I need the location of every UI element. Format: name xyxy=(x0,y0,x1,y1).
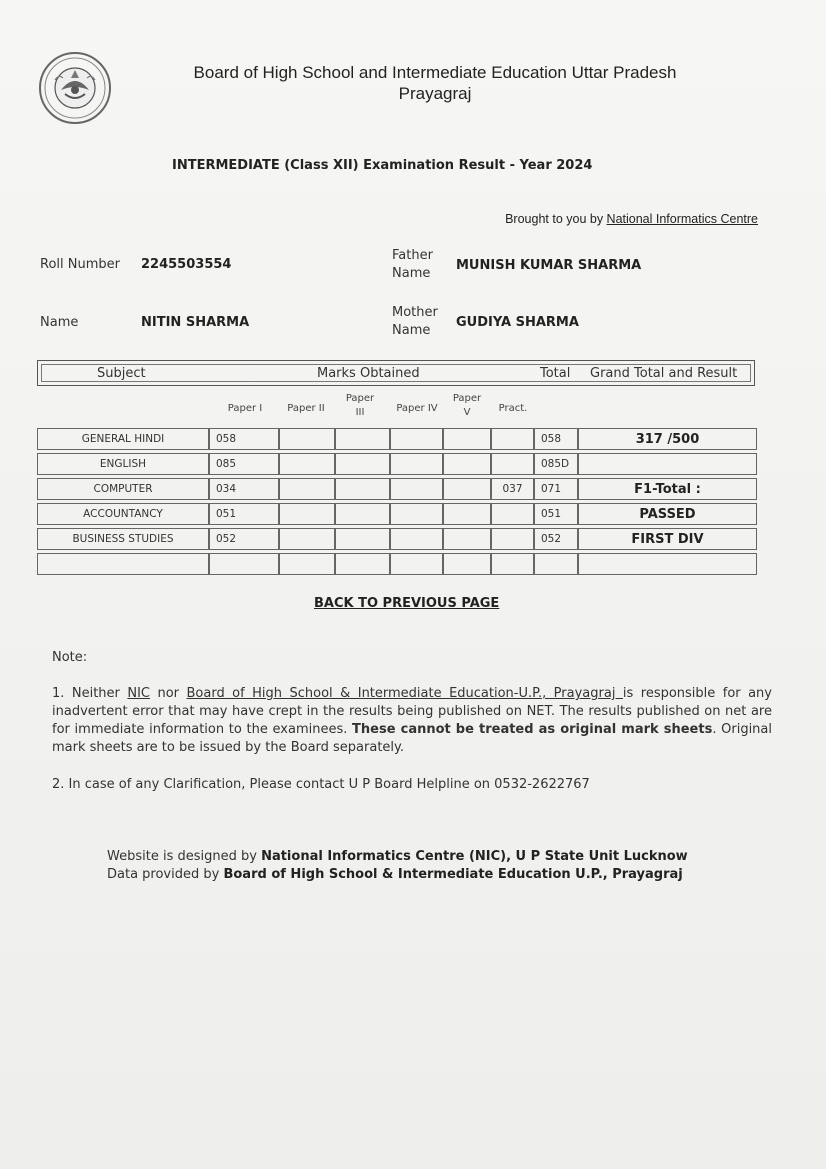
cell-subject: ENGLISH xyxy=(37,453,209,475)
note-1-end: . Original mark sheets are to be issued by the Board separately. xyxy=(52,722,773,755)
cell-practical xyxy=(491,428,534,450)
header-paper-3 xyxy=(337,392,383,420)
note-1 xyxy=(52,685,772,757)
header-paper-5-line1: Paper xyxy=(452,393,482,404)
cell-paper-5 xyxy=(443,478,491,500)
cell-practical xyxy=(491,503,534,525)
cell-paper-1: 058 xyxy=(209,428,279,450)
cell-paper-3 xyxy=(335,478,390,500)
mother-label-line2: Name xyxy=(392,323,431,338)
nic-link[interactable]: National Informatics Centre xyxy=(606,212,758,226)
cell-paper-2 xyxy=(279,453,335,475)
cell-subject: COMPUTER xyxy=(37,478,209,500)
mother-name-label xyxy=(392,304,438,340)
back-to-previous-page-link[interactable]: BACK TO PREVIOUS PAGE xyxy=(314,596,500,611)
header-grand-total: Grand Total and Result xyxy=(590,366,738,381)
cell-paper-4 xyxy=(390,503,443,525)
cell-paper-4 xyxy=(390,478,443,500)
cell-practical xyxy=(491,528,534,550)
cell-practical: 037 xyxy=(491,478,534,500)
header-marks-obtained: Marks Obtained xyxy=(317,366,420,381)
cell-total xyxy=(534,553,578,575)
cell-paper-4 xyxy=(390,553,443,575)
cell-result xyxy=(578,553,757,575)
cell-paper-2 xyxy=(279,528,335,550)
note-1-bold: These cannot be treated as original mark sheets xyxy=(352,722,713,737)
cell-subject: ACCOUNTANCY xyxy=(37,503,209,525)
cell-paper-3 xyxy=(335,553,390,575)
cell-paper-4 xyxy=(390,528,443,550)
cell-paper-1: 052 xyxy=(209,528,279,550)
cell-total: 071 xyxy=(534,478,578,500)
header-paper-5 xyxy=(445,392,489,420)
header-total: Total xyxy=(540,366,571,381)
cell-total: 052 xyxy=(534,528,578,550)
cell-result xyxy=(578,453,757,475)
cell-total: 085D xyxy=(534,453,578,475)
cell-paper-2 xyxy=(279,553,335,575)
footer-line1-bold: National Informatics Centre (NIC), U P State Unit Lucknow xyxy=(261,849,688,864)
cell-result: FIRST DIV xyxy=(578,528,757,550)
note-1-prefix: 1. Neither xyxy=(52,686,128,701)
footer-line2-bold: Board of High School & Intermediate Education U.P., Prayagraj xyxy=(223,867,683,882)
cell-paper-1: 034 xyxy=(209,478,279,500)
up-government-emblem-icon xyxy=(37,50,113,126)
footer xyxy=(107,848,688,884)
father-name-label xyxy=(392,247,433,283)
mother-name-value: GUDIYA SHARMA xyxy=(456,315,579,330)
cell-paper-3 xyxy=(335,503,390,525)
cell-paper-4 xyxy=(390,453,443,475)
cell-subject: BUSINESS STUDIES xyxy=(37,528,209,550)
footer-line1-prefix: Website is designed by xyxy=(107,849,262,864)
cell-paper-5 xyxy=(443,553,491,575)
board-title-line2: Prayagraj xyxy=(398,84,472,103)
header-paper-1: Paper I xyxy=(227,403,263,414)
exam-title: INTERMEDIATE (Class XII) Examination Result - Year 2024 xyxy=(172,158,593,173)
cell-paper-5 xyxy=(443,503,491,525)
header-paper-5-line2: V xyxy=(463,407,471,418)
marks-table xyxy=(37,360,757,578)
header-paper-4: Paper IV xyxy=(396,403,438,414)
header-subject: Subject xyxy=(97,366,146,381)
board-title-line1: Board of High School and Intermediate Education Uttar Pradesh xyxy=(193,63,677,82)
father-name-value: MUNISH KUMAR SHARMA xyxy=(456,258,642,273)
cell-paper-5 xyxy=(443,528,491,550)
cell-paper-2 xyxy=(279,503,335,525)
cell-result: F1-Total : xyxy=(578,478,757,500)
cell-result: 317 /500 xyxy=(578,428,757,450)
note-board-link[interactable]: Board of High School & Intermediate Education-U.P., Prayagraj xyxy=(186,686,623,701)
cell-paper-2 xyxy=(279,428,335,450)
cell-paper-1: 051 xyxy=(209,503,279,525)
cell-subject xyxy=(37,553,209,575)
mother-label-line1: Mother xyxy=(392,305,438,320)
footer-line2 xyxy=(107,866,688,884)
cell-paper-3 xyxy=(335,428,390,450)
cell-paper-5 xyxy=(443,453,491,475)
cell-paper-3 xyxy=(335,528,390,550)
note-1-body: is responsible for any inadvertent error that may have crept in the results being published on NET. The results published on net are for immediate information to the examinees. xyxy=(52,686,772,737)
cell-paper-3 xyxy=(335,453,390,475)
board-title xyxy=(130,62,740,104)
note-2: 2. In case of any Clarification, Please contact U P Board Helpline on 0532-2622767 xyxy=(52,777,590,792)
roll-number-label: Roll Number xyxy=(40,257,120,272)
cell-total: 058 xyxy=(534,428,578,450)
brought-by xyxy=(505,212,758,226)
header-practical: Pract. xyxy=(498,403,528,414)
father-label-line2: Name xyxy=(392,266,431,281)
cell-paper-5 xyxy=(443,428,491,450)
cell-total: 051 xyxy=(534,503,578,525)
roll-number-value: 2245503554 xyxy=(141,257,232,272)
cell-subject: GENERAL HINDI xyxy=(37,428,209,450)
cell-paper-4 xyxy=(390,428,443,450)
header-paper-3-line2: III xyxy=(355,407,365,418)
cell-paper-1 xyxy=(209,553,279,575)
cell-practical xyxy=(491,453,534,475)
name-label: Name xyxy=(40,315,79,330)
header-paper-2: Paper II xyxy=(287,403,325,414)
footer-line1 xyxy=(107,848,688,866)
father-label-line1: Father xyxy=(392,248,433,263)
name-value: NITIN SHARMA xyxy=(141,315,250,330)
note-1-nor: nor xyxy=(150,686,187,701)
cell-result: PASSED xyxy=(578,503,757,525)
cell-paper-2 xyxy=(279,478,335,500)
cell-practical xyxy=(491,553,534,575)
note-label: Note: xyxy=(52,650,88,665)
cell-paper-1: 085 xyxy=(209,453,279,475)
header-paper-3-line1: Paper xyxy=(345,393,375,404)
footer-line2-prefix: Data provided by xyxy=(107,867,224,882)
note-nic-link[interactable]: NIC xyxy=(127,686,150,701)
brought-by-prefix: Brought to you by xyxy=(505,212,607,226)
